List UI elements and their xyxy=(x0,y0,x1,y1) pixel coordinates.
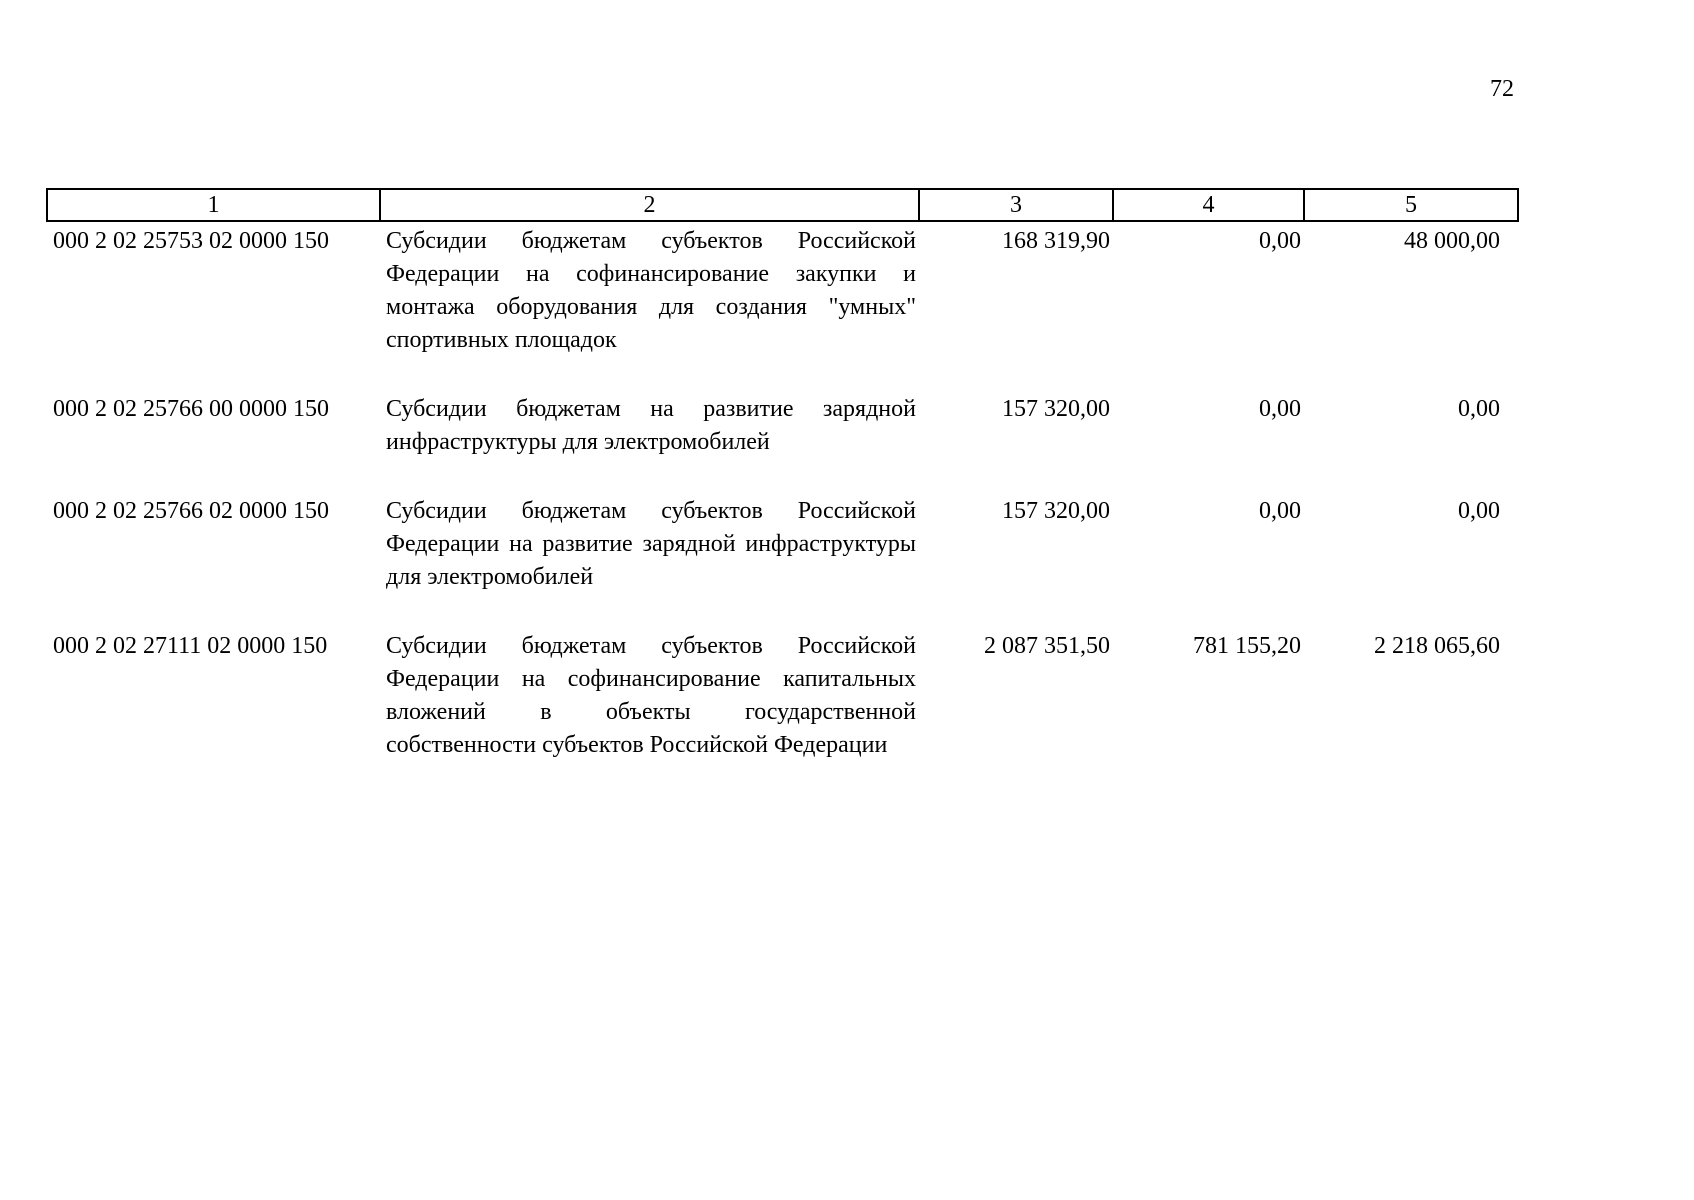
column-header: 4 xyxy=(1113,189,1304,221)
budget-table xyxy=(46,188,1519,762)
column-header: 1 xyxy=(47,189,380,221)
amount-col3: 168 319,90 xyxy=(1002,228,1110,254)
amount-col4: 0,00 xyxy=(1259,228,1301,254)
amount-col5: 48 000,00 xyxy=(1404,228,1500,254)
budget-code: 000 2 02 25766 02 0000 150 xyxy=(53,498,329,524)
table-row xyxy=(47,495,1518,630)
budget-code: 000 2 02 25753 02 0000 150 xyxy=(53,228,329,254)
amount-col3: 157 320,00 xyxy=(1002,396,1110,422)
amount-col4: 0,00 xyxy=(1259,498,1301,524)
table-row xyxy=(47,221,1518,393)
budget-code: 000 2 02 25766 00 0000 150 xyxy=(53,396,329,422)
header-row xyxy=(47,189,1518,221)
item-name: Субсидии бюджетам субъектов Российской Федерации на развитие зарядной инфраструктуры для электромобилей xyxy=(386,498,916,590)
item-name: Субсидии бюджетам субъектов Российской Федерации на софинансирование капитальных вложений в объекты государственной собственности субъектов Российской Федерации xyxy=(386,633,916,758)
page-number: 72 xyxy=(1490,76,1514,102)
table-row xyxy=(47,630,1518,762)
amount-col5: 2 218 065,60 xyxy=(1374,633,1500,659)
amount-col4: 0,00 xyxy=(1259,396,1301,422)
table-row xyxy=(47,393,1518,495)
amount-col5: 0,00 xyxy=(1458,396,1500,422)
amount-col4: 781 155,20 xyxy=(1193,633,1301,659)
amount-col3: 157 320,00 xyxy=(1002,498,1110,524)
column-header: 2 xyxy=(380,189,919,221)
amount-col3: 2 087 351,50 xyxy=(984,633,1110,659)
amount-col5: 0,00 xyxy=(1458,498,1500,524)
column-header: 3 xyxy=(919,189,1113,221)
column-header: 5 xyxy=(1304,189,1518,221)
item-name: Субсидии бюджетам на развитие зарядной инфраструктуры для электромобилей xyxy=(386,396,916,455)
item-name: Субсидии бюджетам субъектов Российской Федерации на софинансирование закупки и монтажа оборудования для создания "умных" спортивных площадок xyxy=(386,228,916,353)
budget-code: 000 2 02 27111 02 0000 150 xyxy=(53,633,328,659)
